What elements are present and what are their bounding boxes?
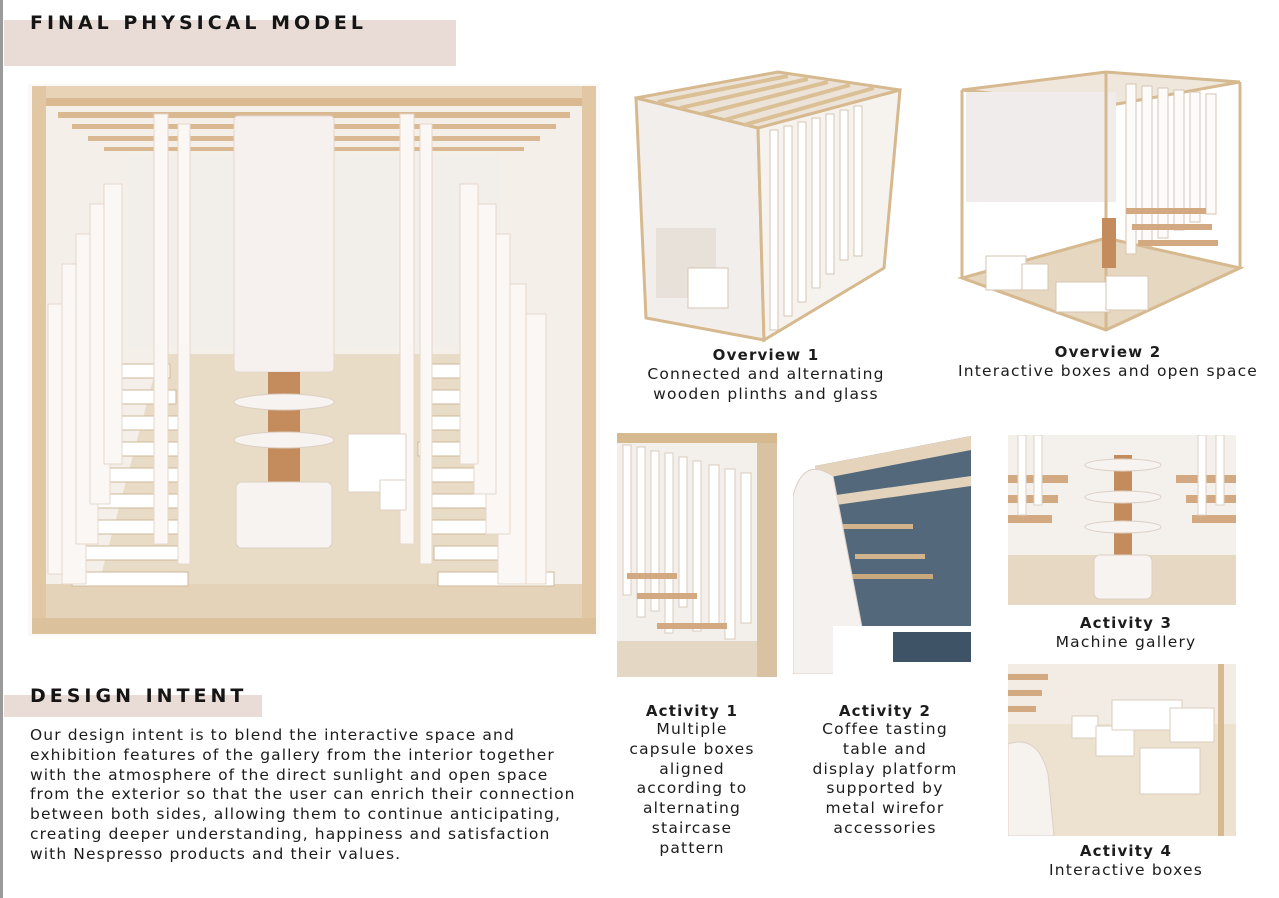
activity-1-title: Activity 1 [645,702,739,720]
activity-4-title: Activity 4 [1079,842,1173,860]
activity-3-photo [1008,435,1236,605]
design-intent-heading: DESIGN INTENT [30,685,248,707]
overview-1-photo [628,68,904,344]
left-page-rule [0,0,3,898]
activity-2-caption: Coffee tasting table and display platform supported by metal wirefor accessories [812,720,958,837]
overview-1-caption: Connected and alternating wooden plinths and glass [647,365,885,403]
activity-4-photo [1008,664,1236,836]
overview-1-title: Overview 1 [712,346,820,364]
activity-1-caption: Multiple capsule boxes aligned according to alternating staircase pattern [629,720,755,857]
page-title: FINAL PHYSICAL MODEL [30,12,368,34]
design-intent-body: Our design intent is to blend the interactive space and exhibition features of the gallery from the interior together with the atmosphere of the direct sunlight and open space from the exterior so that the user can enrich their connection between both sides, allowing them to continue anticipating, creating deeper understanding, happiness and satisfaction with Nespresso products and their values. [30,726,576,863]
activity-2-photo [793,436,971,674]
overview-2-title: Overview 2 [1054,343,1162,361]
overview-2-caption: Interactive boxes and open space [957,362,1259,380]
activity-3-caption: Machine gallery [1055,633,1197,651]
activity-4-caption: Interactive boxes [1049,861,1203,879]
activity-2-title: Activity 2 [838,702,932,720]
main-model-photo [28,84,600,636]
overview-2-photo [956,68,1246,340]
activity-1-photo [617,433,777,677]
activity-3-title: Activity 3 [1079,614,1173,632]
